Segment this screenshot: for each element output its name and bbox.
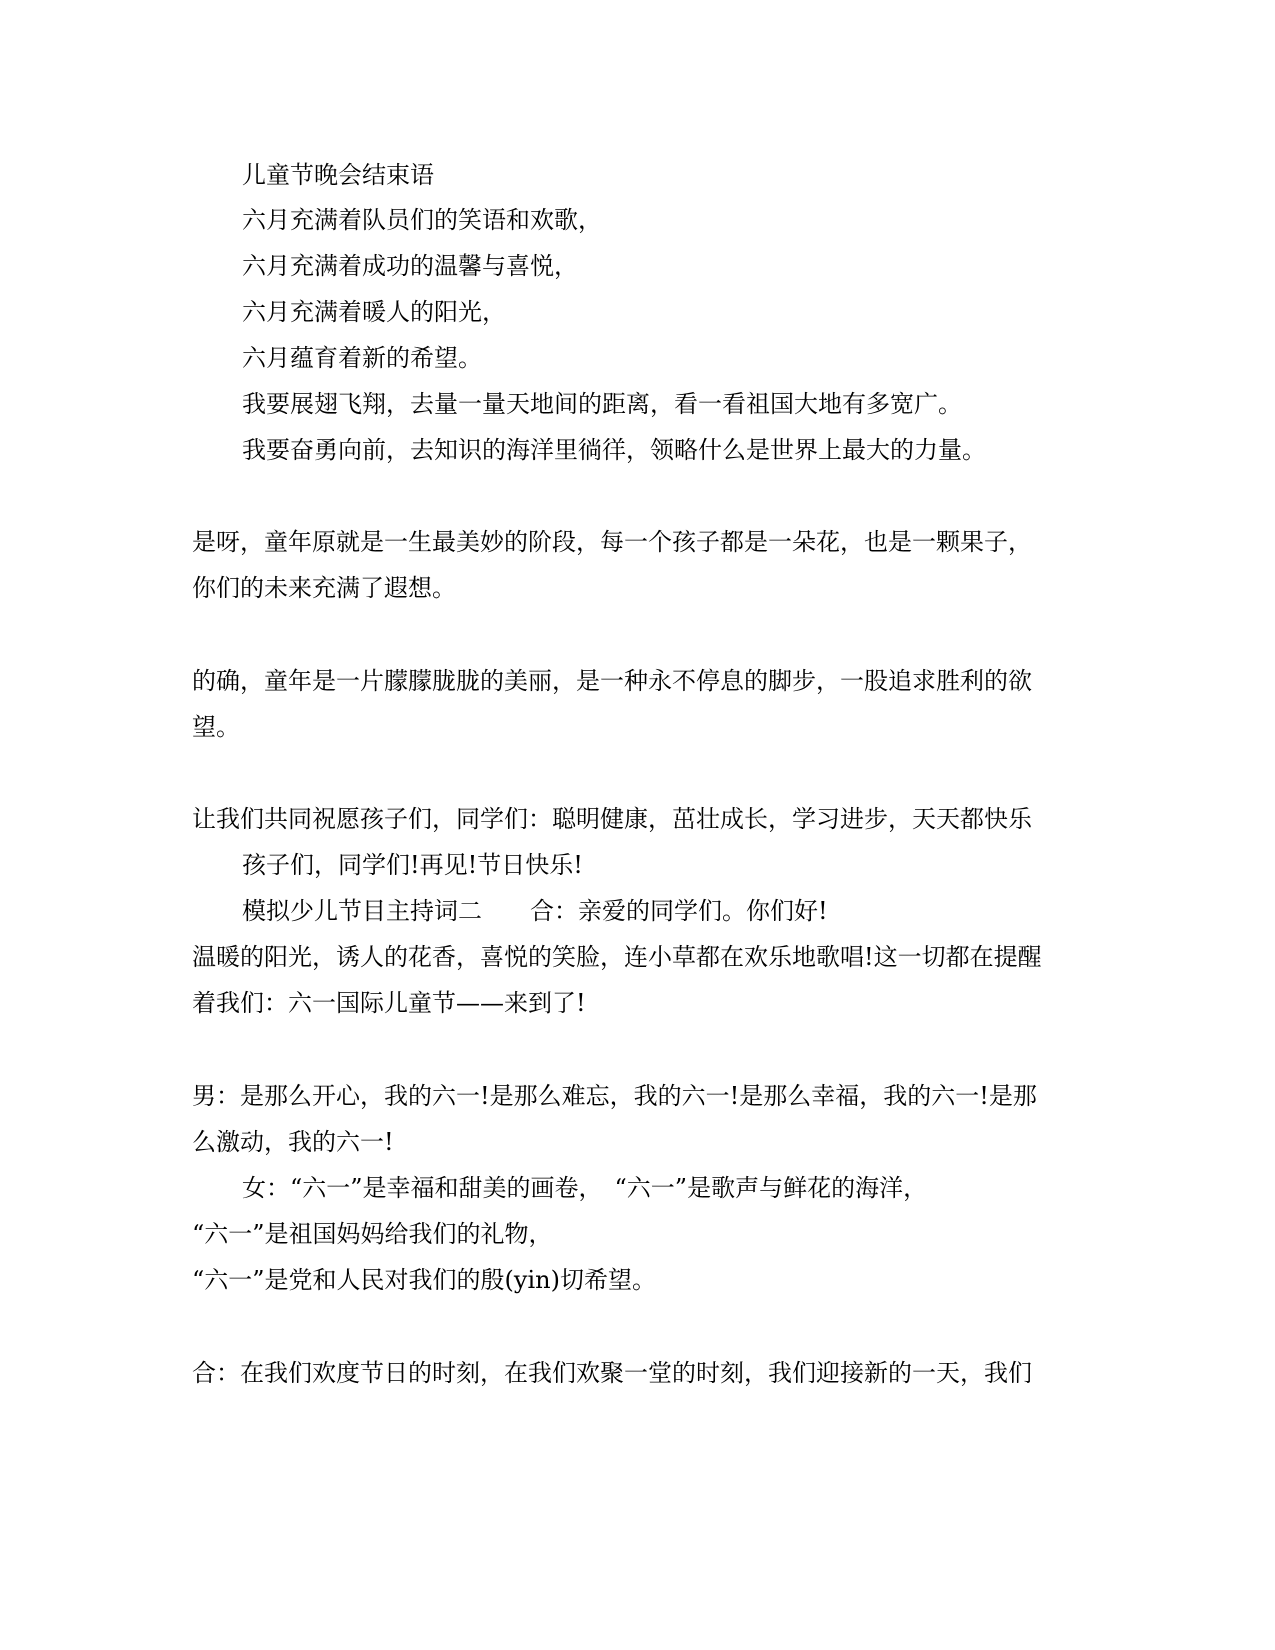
- text-line: 六月充满着成功的温馨与喜悦，: [242, 252, 578, 280]
- text-line: 六月蕴育着新的希望。: [242, 344, 482, 372]
- text-line: 的确，童年是一片朦朦胧胧的美丽，是一种永不停息的脚步，一股追求胜利的欲: [192, 667, 1032, 695]
- text-line: 合：在我们欢度节日的时刻，在我们欢聚一堂的时刻，我们迎接新的一天，我们: [192, 1359, 1032, 1387]
- document-title: 儿童节晚会结束语: [242, 161, 434, 189]
- text-line: 男：是那么开心，我的六一!是那么难忘，我的六一!是那么幸福，我的六一!是那: [192, 1082, 1037, 1110]
- text-line: 让我们共同祝愿孩子们，同学们：聪明健康，茁壮成长，学习进步，天天都快乐: [192, 805, 1032, 833]
- text-line: 模拟少儿节目主持词二 合：亲爱的同学们。你们好!: [242, 897, 828, 925]
- text-line: 温暖的阳光，诱人的花香，喜悦的笑脸，连小草都在欢乐地歌唱!这一切都在提醒: [192, 943, 1042, 971]
- text-line: 孩子们，同学们!再见!节日快乐!: [242, 851, 583, 879]
- text-line: “六一”是祖国妈妈给我们的礼物，: [192, 1220, 553, 1248]
- text-line: 着我们：六一国际儿童节——来到了!: [192, 989, 586, 1017]
- text-line: 六月充满着队员们的笑语和欢歌，: [242, 206, 602, 234]
- text-line: 六月充满着暖人的阳光，: [242, 298, 506, 326]
- text-line: 你们的未来充满了遐想。: [192, 574, 456, 602]
- text-line: 女：“六一”是幸福和甜美的画卷， “六一”是歌声与鲜花的海洋，: [242, 1174, 928, 1202]
- text-line: 我要奋勇向前，去知识的海洋里徜徉，领略什么是世界上最大的力量。: [242, 436, 986, 464]
- text-line: 望。: [192, 713, 240, 741]
- text-line: “六一”是党和人民对我们的殷(yin)切希望。: [192, 1266, 656, 1294]
- text-line: 我要展翅飞翔，去量一量天地间的距离，看一看祖国大地有多宽广。: [242, 390, 962, 418]
- text-line: 么激动，我的六一!: [192, 1128, 394, 1156]
- text-line: 是呀，童年原就是一生最美妙的阶段，每一个孩子都是一朵花，也是一颗果子，: [192, 528, 1032, 556]
